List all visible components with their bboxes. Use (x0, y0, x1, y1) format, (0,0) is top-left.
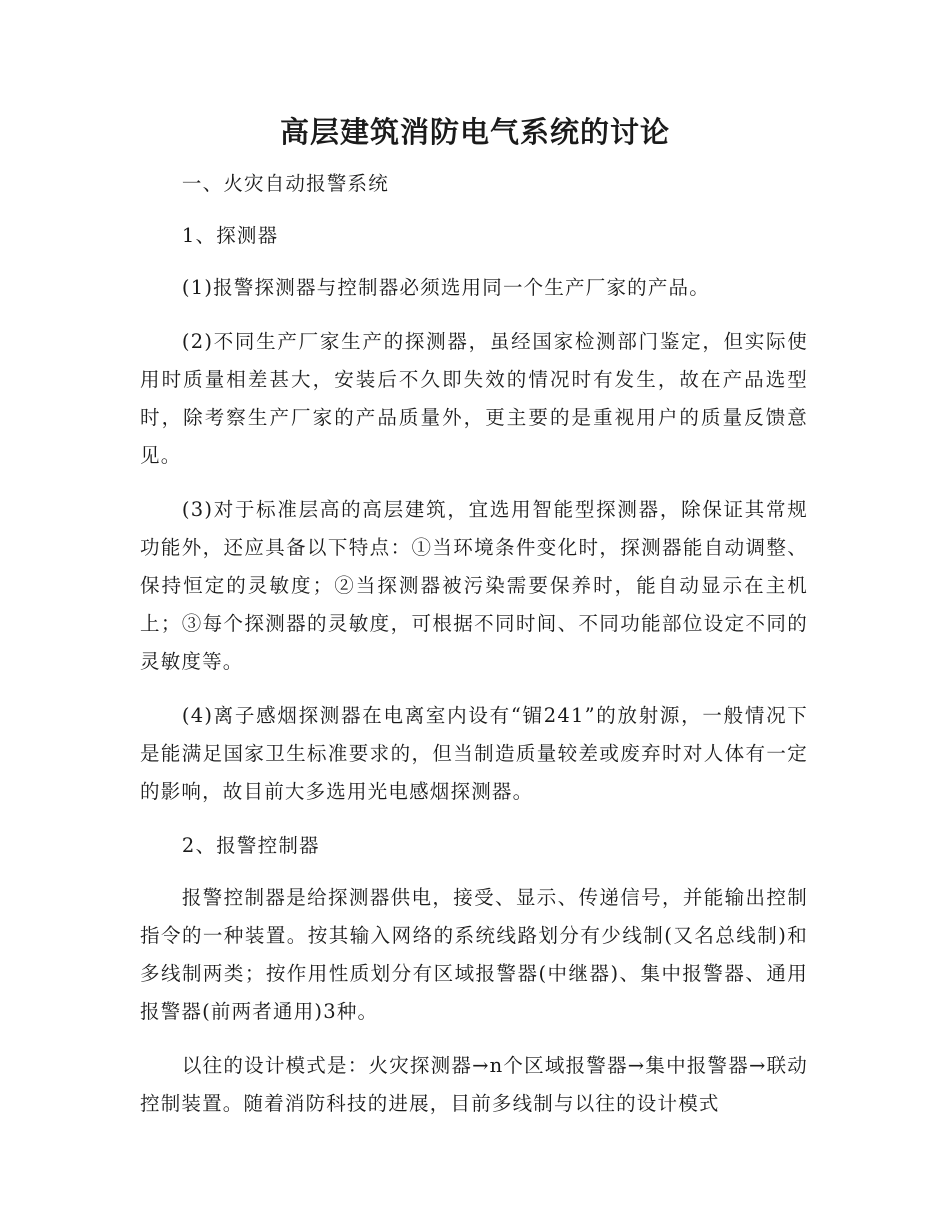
body-paragraph: (3)对于标准层高的高层建筑，宜选用智能型探测器，除保证其常规功能外，还应具备以下特点：①当环境条件变化时，探测器能自动调整、保持恒定的灵敏度；②当探测器被污染需要保养时，能自动显示在主机上；③每个探测器的灵敏度，可根据不同时间、不同功能部位设定不同的灵敏度等。 (140, 498, 808, 673)
subsection-heading: 2、报警控制器 (181, 834, 320, 857)
body-paragraph: 报警控制器是给探测器供电，接受、显示、传递信号，并能输出控制指令的一种装置。按其输入网络的系统线路划分有少线制(又名总线制)和多线制两类；按作用性质划分有区域报警器(中继器)、集中报警器、通用报警器(前两者通用)3种。 (140, 886, 808, 1023)
body-paragraph: (1)报警探测器与控制器必须选用同一个生产厂家的产品。 (181, 276, 710, 299)
body-paragraph: (2)不同生产厂家生产的探测器，虽经国家检测部门鉴定，但实际使用时质量相差甚大，安装后不久即失效的情况时有发生，故在产品选型时，除考察生产厂家的产品质量外，更主要的是重视用户的质量反馈意见。 (140, 330, 808, 467)
body-paragraph: (4)离子感烟探测器在电离室内设有“镅241”的放射源，一般情况下是能满足国家卫生标准要求的，但当制造质量较差或废弃时对人体有一定的影响，故目前大多选用光电感烟探测器。 (140, 704, 808, 803)
document-body (140, 165, 808, 1139)
body-paragraph: 以往的设计模式是：火灾探测器→n个区域报警器→集中报警器→联动控制装置。随着消防科技的进展，目前多线制与以往的设计模式 (140, 1054, 808, 1115)
section-heading: 一、火灾自动报警系统 (181, 172, 389, 195)
subsection-heading: 1、探测器 (181, 224, 279, 247)
document-title: 高层建筑消防电气系统的讨论 (279, 115, 670, 149)
